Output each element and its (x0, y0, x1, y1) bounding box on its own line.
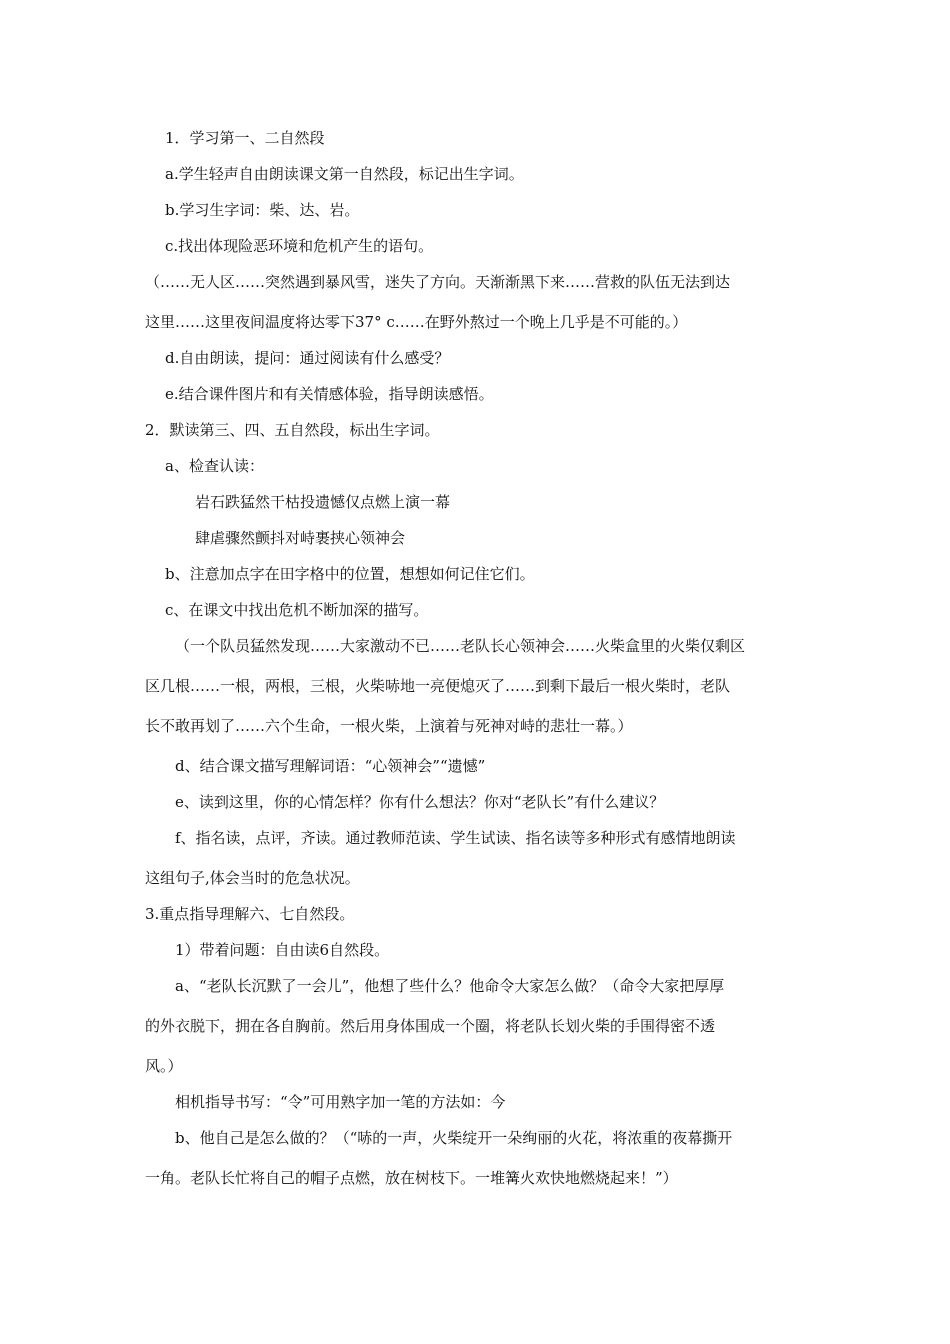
text-line: 的外衣脱下，拥在各自胸前。然后用身体围成一个圈，将老队长划火柴的手围得密不透 (145, 1017, 716, 1035)
text-line: e、读到这里，你的心情怎样？你有什么想法？你对“老队长”有什么建议？ (175, 793, 665, 811)
text-line: c、在课文中找出危机不断加深的描写。 (165, 601, 429, 619)
text-line: 1）带着问题：自由读6自然段。 (175, 941, 390, 959)
text-line: 2．默读第三、四、五自然段，标出生字词。 (145, 421, 440, 439)
text-line: （……无人区……突然遇到暴风雪，迷失了方向。天渐渐黑下来……营救的队伍无法到达 (145, 273, 731, 291)
text-line: b、注意加点字在田字格中的位置，想想如何记住它们。 (165, 565, 535, 583)
text-line: b.学习生字词：柴、达、岩。 (165, 201, 360, 219)
text-line: e.结合课件图片和有关情感体验，指导朗读感悟。 (165, 385, 494, 403)
text-line: 肆虐骤然颤抖对峙裹挟心领神会 (195, 529, 406, 547)
text-line: 一角。老队长忙将自己的帽子点燃，放在树枝下。一堆篝火欢快地燃烧起来！”） (145, 1169, 678, 1187)
text-line: 这组句子,体会当时的危急状况。 (145, 869, 360, 887)
text-line: d、结合课文描写理解词语：“心领神会”“遗憾” (175, 757, 486, 775)
text-line: a.学生轻声自由朗读课文第一自然段，标记出生字词。 (165, 165, 524, 183)
text-line: 这里……这里夜间温度将达零下37° c……在野外熬过一个晚上几乎是不可能的。） (145, 313, 688, 331)
text-line: 相机指导书写：“令”可用熟字加一笔的方法如：今 (175, 1093, 506, 1111)
text-line: f、指名读，点评，齐读。通过教师范读、学生试读、指名读等多种形式有感情地朗读 (175, 829, 736, 847)
text-line: b、他自己是怎么做的？（“哧的一声，火柴绽开一朵绚丽的火花，将浓重的夜幕撕开 (175, 1129, 733, 1147)
text-line: 岩石跌猛然干枯投遗憾仅点燃上演一幕 (195, 493, 451, 511)
text-line: a、“老队长沉默了一会儿”，他想了些什么？他命令大家怎么做？（命令大家把厚厚 (175, 977, 725, 995)
text-line: 1．学习第一、二自然段 (165, 129, 325, 147)
text-line: 3.重点指导理解六、七自然段。 (145, 905, 355, 923)
text-line: 长不敢再划了……六个生命，一根火柴，上演着与死神对峙的悲壮一幕。） (145, 717, 633, 735)
text-line: （一个队员猛然发现……大家激动不已……老队长心领神会……火柴盒里的火柴仅剩区 (175, 637, 746, 655)
text-line: d.自由朗读，提问：通过阅读有什么感受？ (165, 349, 450, 367)
text-line: c.找出体现险恶环境和危机产生的语句。 (165, 237, 434, 255)
text-line: a、检查认读： (165, 457, 264, 475)
text-line: 区几根……一根，两根，三根，火柴哧地一亮便熄灭了……到剩下最后一根火柴时，老队 (145, 677, 731, 695)
text-line: 风。） (145, 1057, 183, 1075)
